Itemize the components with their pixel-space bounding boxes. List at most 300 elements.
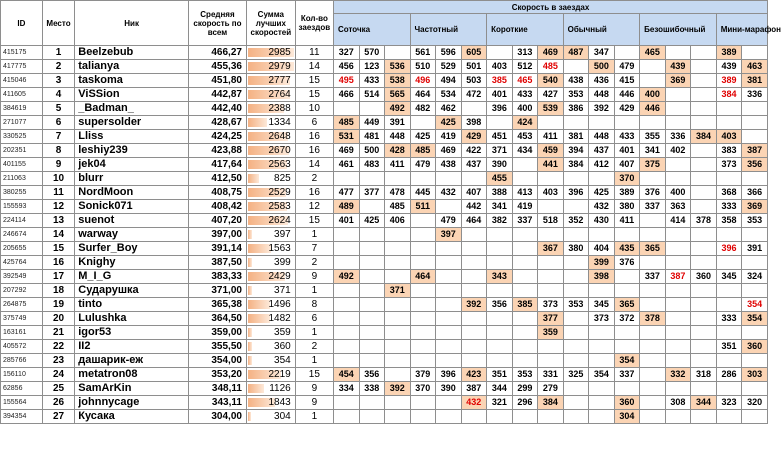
table-row[interactable] (1, 130, 768, 144)
cell-speed (410, 172, 436, 186)
cell-speed: 337 (512, 214, 538, 228)
cell-speed (359, 200, 385, 214)
sum-value: 825 (274, 173, 291, 184)
cell-speed: 511 (410, 200, 436, 214)
cell-speed (640, 228, 666, 242)
cell-sum-speed (246, 298, 295, 312)
cell-speed (487, 340, 513, 354)
cell-speed: 482 (410, 102, 436, 116)
cell-speed (614, 284, 640, 298)
cell-nick[interactable]: johnnycage (75, 396, 189, 410)
cell-speed (385, 368, 411, 382)
cell-speed: 433 (359, 74, 385, 88)
cell-speed (359, 298, 385, 312)
cell-avg-speed: 371,00 (188, 284, 246, 298)
cell-speed: 384 (691, 130, 717, 144)
cell-speed: 605 (461, 46, 487, 60)
cell-speed: 384 (538, 396, 564, 410)
table-row[interactable] (1, 326, 768, 340)
cell-speed: 384 (716, 88, 742, 102)
cell-nick[interactable]: Lulushka (75, 312, 189, 326)
cell-race-count: 16 (295, 144, 333, 158)
table-row[interactable] (1, 102, 768, 116)
cell-speed: 400 (512, 102, 538, 116)
cell-speed (589, 172, 615, 186)
cell-avg-speed: 412,50 (188, 172, 246, 186)
cell-speed (665, 284, 691, 298)
cell-id: 62856 (1, 382, 43, 396)
cell-speed: 401 (614, 144, 640, 158)
cell-avg-speed: 408,75 (188, 186, 246, 200)
sum-value: 2429 (268, 271, 291, 282)
cell-speed: 494 (436, 74, 462, 88)
cell-nick[interactable]: Sonick071 (75, 200, 189, 214)
header-mode-obychny[interactable]: Обычный (563, 14, 640, 46)
cell-speed (538, 200, 564, 214)
cell-speed: 390 (436, 382, 462, 396)
table-row[interactable] (1, 312, 768, 326)
cell-nick[interactable]: jek04 (75, 158, 189, 172)
table-row[interactable] (1, 228, 768, 242)
cell-speed: 425 (410, 130, 436, 144)
cell-speed: 448 (589, 88, 615, 102)
cell-speed: 390 (487, 158, 513, 172)
sum-value: 359 (274, 327, 291, 338)
table-row[interactable] (1, 144, 768, 158)
cell-speed (385, 340, 411, 354)
cell-speed (359, 326, 385, 340)
cell-speed: 402 (665, 144, 691, 158)
cell-race-count: 15 (295, 74, 333, 88)
cell-speed (359, 312, 385, 326)
cell-speed (742, 256, 768, 270)
cell-speed (640, 256, 666, 270)
cell-nick[interactable]: suenot (75, 214, 189, 228)
cell-speed (742, 130, 768, 144)
cell-speed (665, 410, 691, 424)
cell-speed (410, 326, 436, 340)
cell-speed (716, 382, 742, 396)
cell-speed: 392 (589, 102, 615, 116)
table-row[interactable] (1, 270, 768, 284)
cell-speed: 411 (538, 130, 564, 144)
cell-place: 19 (42, 298, 74, 312)
cell-nick[interactable]: SamArKin (75, 382, 189, 396)
cell-speed: 487 (563, 46, 589, 60)
header-nick[interactable]: Ник (75, 1, 189, 46)
cell-speed: 356 (487, 298, 513, 312)
cell-speed: 308 (665, 396, 691, 410)
cell-nick[interactable]: II2 (75, 340, 189, 354)
cell-id: 380255 (1, 186, 43, 200)
cell-speed (333, 298, 359, 312)
cell-id: 207292 (1, 284, 43, 298)
cell-id: 211063 (1, 172, 43, 186)
cell-speed (333, 172, 359, 186)
cell-speed: 538 (385, 74, 411, 88)
cell-speed (538, 116, 564, 130)
cell-speed (665, 312, 691, 326)
table-row[interactable] (1, 186, 768, 200)
cell-speed (461, 228, 487, 242)
cell-speed: 432 (436, 186, 462, 200)
sum-value: 2388 (268, 103, 291, 114)
cell-speed: 477 (333, 186, 359, 200)
cell-speed: 478 (385, 186, 411, 200)
table-row[interactable] (1, 284, 768, 298)
table-row[interactable] (1, 172, 768, 186)
cell-speed: 353 (563, 88, 589, 102)
cell-speed: 448 (385, 130, 411, 144)
cell-speed (716, 228, 742, 242)
cell-speed: 399 (589, 256, 615, 270)
cell-speed: 481 (359, 130, 385, 144)
cell-nick[interactable]: metatron08 (75, 368, 189, 382)
cell-speed: 596 (436, 46, 462, 60)
table-row[interactable] (1, 74, 768, 88)
cell-speed: 437 (461, 158, 487, 172)
cell-speed: 445 (410, 186, 436, 200)
cell-speed: 442 (461, 200, 487, 214)
cell-speed: 365 (640, 242, 666, 256)
cell-speed (436, 298, 462, 312)
cell-speed (665, 46, 691, 60)
cell-speed: 384 (563, 158, 589, 172)
sum-databar (248, 356, 252, 365)
cell-speed (716, 102, 742, 116)
cell-nick[interactable]: NordMoon (75, 186, 189, 200)
cell-nick[interactable]: taskoma (75, 74, 189, 88)
table-row[interactable] (1, 256, 768, 270)
cell-speed: 561 (410, 46, 436, 60)
cell-avg-speed: 451,80 (188, 74, 246, 88)
cell-speed: 351 (716, 340, 742, 354)
table-row[interactable] (1, 368, 768, 382)
cell-avg-speed: 442,40 (188, 102, 246, 116)
cell-place: 12 (42, 200, 74, 214)
cell-speed (665, 116, 691, 130)
cell-race-count: 2 (295, 172, 333, 186)
header-id[interactable]: ID (1, 1, 43, 46)
cell-speed: 387 (742, 144, 768, 158)
header-sum-speed[interactable]: Сумма лучших скоростей (246, 1, 295, 46)
cell-speed (512, 256, 538, 270)
cell-speed: 360 (614, 396, 640, 410)
cell-speed: 334 (333, 382, 359, 396)
cell-nick[interactable]: дашарик-еж (75, 354, 189, 368)
cell-nick[interactable]: tinto (75, 298, 189, 312)
cell-speed (359, 256, 385, 270)
cell-speed (742, 354, 768, 368)
cell-avg-speed: 348,11 (188, 382, 246, 396)
table-row[interactable] (1, 340, 768, 354)
table-row[interactable] (1, 88, 768, 102)
table-row[interactable] (1, 382, 768, 396)
table-row[interactable] (1, 116, 768, 130)
table-body (1, 46, 768, 424)
cell-place: 15 (42, 242, 74, 256)
cell-speed (487, 326, 513, 340)
cell-speed (487, 242, 513, 256)
cell-speed (410, 312, 436, 326)
cell-nick[interactable]: M_I_G (75, 270, 189, 284)
cell-speed (614, 270, 640, 284)
table-row[interactable] (1, 396, 768, 410)
cell-speed (410, 228, 436, 242)
cell-nick[interactable]: warway (75, 228, 189, 242)
sum-value: 1334 (268, 117, 291, 128)
cell-speed (487, 354, 513, 368)
cell-speed (436, 396, 462, 410)
cell-nick[interactable]: leshiy239 (75, 144, 189, 158)
cell-speed: 485 (410, 144, 436, 158)
cell-speed: 398 (461, 116, 487, 130)
cell-speed (512, 284, 538, 298)
cell-nick[interactable]: Beelzebub (75, 46, 189, 60)
cell-speed: 333 (716, 200, 742, 214)
cell-nick[interactable]: _Badman_ (75, 102, 189, 116)
cell-place: 11 (42, 186, 74, 200)
cell-speed (487, 256, 513, 270)
header-race-count[interactable]: Кол-во заездов (295, 1, 333, 46)
cell-speed: 304 (614, 410, 640, 424)
cell-speed: 337 (640, 200, 666, 214)
cell-nick[interactable]: igor53 (75, 326, 189, 340)
cell-place: 13 (42, 214, 74, 228)
cell-sum-speed (246, 242, 295, 256)
cell-place: 16 (42, 256, 74, 270)
cell-speed (538, 270, 564, 284)
cell-speed (461, 270, 487, 284)
cell-race-count: 8 (295, 298, 333, 312)
cell-avg-speed: 354,00 (188, 354, 246, 368)
cell-speed (691, 298, 717, 312)
cell-nick[interactable]: supersolder (75, 116, 189, 130)
cell-race-count: 16 (295, 186, 333, 200)
cell-speed: 369 (665, 74, 691, 88)
cell-speed: 347 (589, 46, 615, 60)
cell-nick[interactable]: ViSSion (75, 88, 189, 102)
cell-nick[interactable]: Lliss (75, 130, 189, 144)
cell-speed (461, 326, 487, 340)
cell-sum-speed (246, 102, 295, 116)
cell-speed: 419 (436, 130, 462, 144)
cell-speed: 336 (742, 88, 768, 102)
cell-nick[interactable]: Сударушка (75, 284, 189, 298)
table-row[interactable] (1, 354, 768, 368)
cell-speed: 396 (716, 242, 742, 256)
cell-sum-speed (246, 228, 295, 242)
sum-value: 1843 (268, 397, 291, 408)
cell-sum-speed (246, 326, 295, 340)
table-row[interactable] (1, 46, 768, 60)
cell-speed: 413 (512, 186, 538, 200)
cell-speed (461, 284, 487, 298)
sum-databar (248, 174, 259, 183)
header-mode-mini-marathon[interactable]: Мини-марафон (716, 14, 767, 46)
cell-avg-speed: 466,27 (188, 46, 246, 60)
cell-speed: 403 (538, 186, 564, 200)
cell-speed (691, 186, 717, 200)
cell-speed: 400 (665, 186, 691, 200)
cell-sum-speed (246, 172, 295, 186)
cell-speed: 503 (461, 74, 487, 88)
cell-speed: 435 (614, 242, 640, 256)
cell-id: 384619 (1, 102, 43, 116)
cell-id: 155593 (1, 200, 43, 214)
cell-speed (410, 284, 436, 298)
cell-sum-speed (246, 368, 295, 382)
cell-speed: 332 (665, 368, 691, 382)
header-mode-bezoshibochny[interactable]: Безошибочный (640, 14, 717, 46)
cell-id: 425764 (1, 256, 43, 270)
cell-speed: 483 (359, 158, 385, 172)
cell-speed (385, 396, 411, 410)
cell-speed (742, 284, 768, 298)
cell-speed: 378 (640, 312, 666, 326)
cell-speed (461, 242, 487, 256)
sum-value: 304 (274, 411, 291, 422)
cell-speed (614, 228, 640, 242)
cell-speed (716, 256, 742, 270)
header-avg-speed[interactable]: Средняя скорость по всем (188, 1, 246, 46)
cell-speed (333, 256, 359, 270)
cell-speed (333, 340, 359, 354)
cell-speed (691, 340, 717, 354)
cell-speed: 427 (538, 88, 564, 102)
cell-speed (512, 410, 538, 424)
cell-speed: 354 (742, 298, 768, 312)
cell-place: 2 (42, 60, 74, 74)
cell-speed (410, 298, 436, 312)
cell-speed: 356 (359, 368, 385, 382)
cell-speed: 495 (333, 74, 359, 88)
cell-speed: 446 (614, 88, 640, 102)
cell-speed: 320 (742, 396, 768, 410)
cell-speed (563, 284, 589, 298)
cell-nick[interactable]: Кусака (75, 410, 189, 424)
cell-speed: 465 (640, 46, 666, 60)
cell-speed: 366 (742, 186, 768, 200)
cell-place: 26 (42, 396, 74, 410)
cell-speed (563, 200, 589, 214)
header-mode-sotochka[interactable]: Соточка (333, 14, 410, 46)
table-row[interactable] (1, 242, 768, 256)
cell-race-count: 9 (295, 270, 333, 284)
cell-speed: 539 (538, 102, 564, 116)
cell-speed (742, 410, 768, 424)
cell-speed (742, 326, 768, 340)
cell-speed: 363 (665, 200, 691, 214)
cell-speed: 419 (512, 200, 538, 214)
cell-speed (512, 340, 538, 354)
cell-speed: 365 (614, 298, 640, 312)
cell-speed (538, 340, 564, 354)
table-row[interactable] (1, 200, 768, 214)
cell-speed (385, 242, 411, 256)
cell-place: 1 (42, 46, 74, 60)
cell-race-count: 1 (295, 326, 333, 340)
sum-value: 2648 (268, 131, 291, 142)
table-row[interactable] (1, 214, 768, 228)
cell-speed (716, 116, 742, 130)
cell-avg-speed: 391,14 (188, 242, 246, 256)
table-row[interactable] (1, 298, 768, 312)
cell-speed (359, 340, 385, 354)
cell-speed: 377 (359, 186, 385, 200)
cell-speed (665, 340, 691, 354)
cell-speed (385, 298, 411, 312)
cell-speed (436, 242, 462, 256)
cell-speed (410, 410, 436, 424)
cell-speed (538, 228, 564, 242)
cell-speed (436, 284, 462, 298)
cell-speed (538, 410, 564, 424)
cell-speed (333, 228, 359, 242)
cell-speed: 341 (487, 200, 513, 214)
cell-speed (665, 102, 691, 116)
cell-speed (716, 172, 742, 186)
cell-speed (436, 200, 462, 214)
sum-value: 1126 (269, 383, 291, 394)
cell-id: 271077 (1, 116, 43, 130)
cell-speed (640, 396, 666, 410)
cell-avg-speed: 364,50 (188, 312, 246, 326)
table-row[interactable] (1, 410, 768, 424)
cell-nick[interactable]: Surfer_Boy (75, 242, 189, 256)
cell-speed (691, 242, 717, 256)
cell-place: 24 (42, 368, 74, 382)
cell-speed: 466 (333, 88, 359, 102)
cell-speed (410, 396, 436, 410)
cell-speed (359, 396, 385, 410)
cell-speed (589, 354, 615, 368)
cell-sum-speed (246, 410, 295, 424)
cell-nick[interactable]: talianya (75, 60, 189, 74)
cell-nick[interactable]: blurr (75, 172, 189, 186)
cell-race-count: 1 (295, 354, 333, 368)
cell-sum-speed (246, 340, 295, 354)
cell-avg-speed: 442,87 (188, 88, 246, 102)
cell-speed: 389 (614, 186, 640, 200)
cell-speed (614, 382, 640, 396)
cell-speed: 355 (640, 130, 666, 144)
header-place[interactable]: Место (42, 1, 74, 46)
table-row[interactable] (1, 158, 768, 172)
cell-speed: 500 (359, 144, 385, 158)
cell-id: 411605 (1, 88, 43, 102)
cell-speed (589, 340, 615, 354)
header-mode-korotkie[interactable]: Короткие (487, 14, 564, 46)
cell-nick[interactable]: Knighy (75, 256, 189, 270)
cell-speed: 381 (742, 74, 768, 88)
header-mode-chastotny[interactable]: Частотный (410, 14, 487, 46)
cell-speed: 396 (563, 186, 589, 200)
cell-speed: 376 (640, 186, 666, 200)
cell-speed (640, 172, 666, 186)
table-row[interactable] (1, 60, 768, 74)
cell-race-count: 2 (295, 340, 333, 354)
cell-speed: 396 (487, 102, 513, 116)
cell-speed (665, 242, 691, 256)
cell-speed (563, 340, 589, 354)
sum-value: 2583 (268, 201, 291, 212)
cell-speed: 401 (333, 214, 359, 228)
cell-speed (385, 326, 411, 340)
cell-speed (359, 410, 385, 424)
cell-id: 392549 (1, 270, 43, 284)
cell-speed (614, 340, 640, 354)
